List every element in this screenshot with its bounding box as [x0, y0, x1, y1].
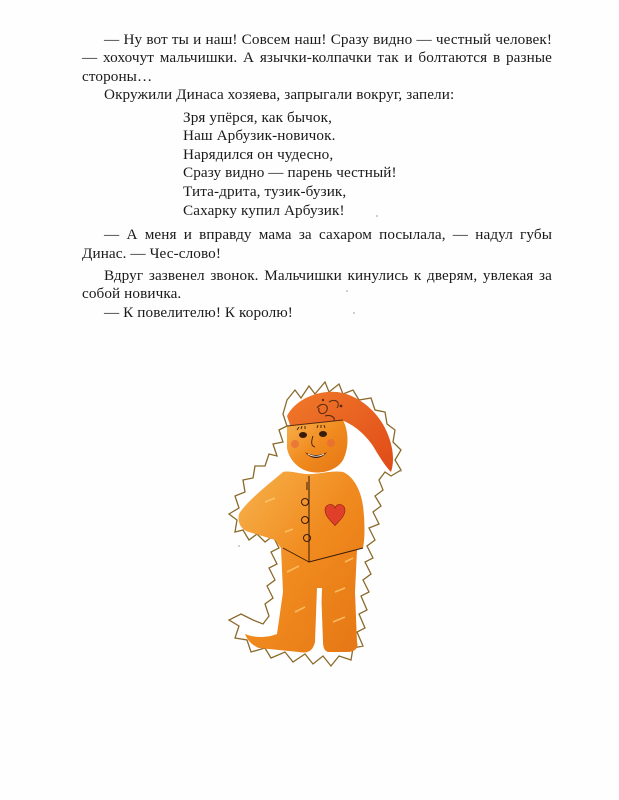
paper-speck — [400, 470, 402, 472]
paragraph-dialogue-3: — К повелителю! К королю! — [104, 303, 293, 321]
verse-line: Наш Арбузик-новичок. — [183, 127, 336, 145]
paragraph-narration-2: Вдруг зазвенел звонок. Мальчишки кинулись к дверям, увлекая за собой новичка. — [82, 267, 552, 303]
paragraph-narration-1: Окружили Динаса хозяева, запрыгали вокруг, запели: — [104, 86, 455, 104]
paper-speck — [346, 290, 348, 292]
verse-line: Тита-дрита, тузик-бузик, — [183, 183, 347, 200]
boy-illustration — [225, 372, 425, 682]
page-text — [82, 31, 552, 322]
paper-speck — [238, 545, 240, 547]
orange-boy-icon — [225, 372, 425, 682]
paper-speck — [376, 215, 378, 217]
verse-line: Сразу видно — парень честный! — [183, 164, 397, 182]
paper-speck — [353, 312, 355, 314]
verse-line: Сахарку купил Арбузик! — [183, 201, 345, 219]
verse-line: Зря упёрся, как бычок, — [183, 108, 332, 126]
paragraph-dialogue-1: — Ну вот ты и наш! Совсем наш! Сразу видно — честный человек! — хохочут мальчишки. А язычки-колпачки так и болтаются в разные стороны… — [82, 31, 552, 85]
song-verse — [183, 109, 552, 221]
paragraph-dialogue-2: — А меня и вправду мама за сахаром посылала, — надул губы Динас. — Чес-слово! — [82, 226, 552, 262]
verse-line: Нарядился он чудесно, — [183, 145, 334, 163]
